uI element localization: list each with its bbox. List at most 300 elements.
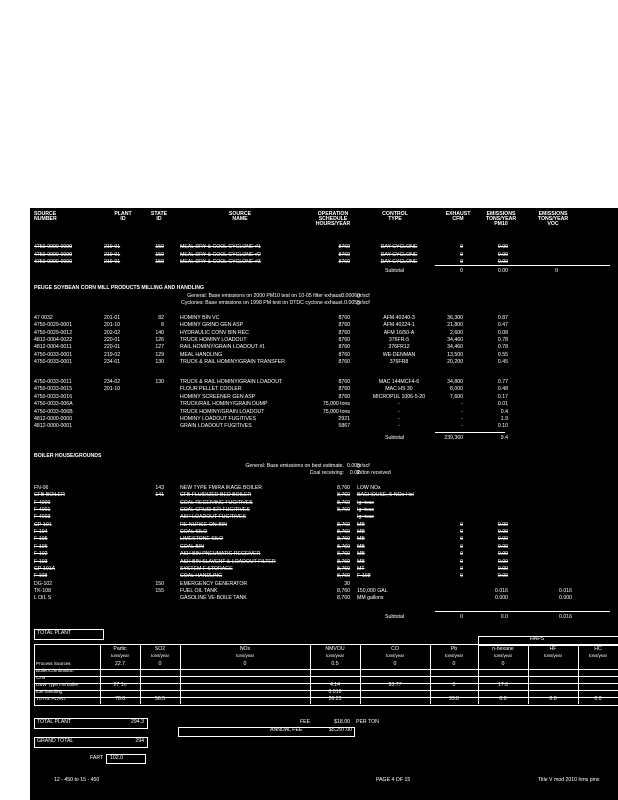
s2-row-2-control: AFM 16/50-A (383, 329, 415, 336)
fart-label: FART (90, 755, 104, 761)
s1-row-0-plant: 219-01 (104, 244, 121, 250)
totals-column-rule (310, 644, 311, 704)
totals-column-rule (578, 644, 579, 704)
fee-val: $18.00 (334, 719, 350, 725)
totals-row-label-2: CFB (36, 675, 46, 680)
s1-row-1-state: 150 (155, 251, 164, 258)
s3-row-7-name: LIMESTONE SILO (180, 536, 224, 543)
s3-row-5-pm10: 0.00 (497, 521, 508, 528)
s2-row-5-source: 4750-0033-0001 (34, 351, 73, 358)
s3-row-12-hours: 8,760 (337, 573, 350, 580)
s2-row-0-hours: 8760 (338, 315, 350, 321)
s3-row-15-control: MM gallons (357, 595, 384, 602)
s1-row-0-name: MEAL DRY & COOL CYCLONE #1 (180, 244, 261, 250)
s2-row-2-source: 4750-0029-0012 (34, 329, 73, 336)
plant-id-header: PLANT ID (114, 211, 132, 223)
s3-row-12-source: F 108 (34, 573, 48, 580)
grand-total-val: 294 (135, 738, 144, 744)
summary-total-val: 294.3 (131, 719, 144, 725)
s3-row-11-source: CP-101A (34, 565, 56, 572)
s2-row-3-source: 4812-0004-0022 (34, 336, 73, 343)
s1-row-2-name: MEAL DRY & COOL CYCLONE #3 (180, 259, 261, 265)
s1-row-1-plant: 219-01 (104, 251, 121, 258)
s1-row-0-hours: 8760 (338, 244, 350, 250)
s3-row-14-voc: 0.016 (559, 587, 572, 594)
s3-row-11-name: SYSTEM F STORAGE (180, 565, 233, 572)
s2-row-6-name: TRUCK & RAIL HOMINY/GRAIN TRANSFER (180, 358, 285, 365)
totals-row-5-val-8: 0.0 (594, 696, 602, 702)
totals-unit-5: tons/year (444, 653, 464, 658)
s3-row-10-hours: 8,760 (337, 558, 350, 565)
s3-row-0-name: NEW TYPE FM/RA IKAGE BOILER (180, 485, 263, 491)
s1-row-2-state: 150 (155, 259, 164, 265)
s2-row-9-source: 4750-0033-0016 (34, 393, 73, 400)
s3-row-5-name: RE-NURSE-ON-BIN (180, 521, 227, 528)
s2-row-10-hours: 75,000 tons (322, 401, 350, 408)
summary-total-label: TOTAL PLANT (37, 719, 72, 725)
s2-row-10-pm10: 0.01 (497, 401, 508, 408)
s2-row-11-name: TRUCK HOMINY/GRAIN LOADOUT (180, 408, 265, 415)
s3-row-1-state: 141 (155, 492, 164, 499)
s2-note1-val: 0.00060 (341, 293, 360, 299)
s2-subtotal-cfm: 239,360 (444, 435, 463, 441)
s3-row-2-hours: 8,760 (337, 499, 350, 506)
totals-row-label-5: TOTAL PLANT (36, 696, 67, 701)
s2-row-5-plant: 219-02 (104, 351, 121, 358)
s2-title: PEUGE SOYBEAN CORN MILL PRODUCTS MILLING AND HANDLING (34, 285, 205, 291)
s2-row-8-source: 4750-0033-0015 (34, 386, 73, 393)
s3-row-12-control: F-108 (357, 573, 371, 580)
totals-row-3-val-5: 0 (452, 682, 456, 688)
s3-row-9-hours: 8,760 (337, 551, 350, 558)
s3-row-11-cfm: 0 (460, 565, 463, 572)
s1-row-0-pm10: 0.00 (497, 244, 508, 250)
fart-val: 102.0 (110, 755, 123, 761)
s2-row-3-pm10: 0.78 (497, 336, 508, 343)
s3-row-10-name: ASH BIN SLAVENT & LOADOUT FILTER (180, 558, 276, 565)
s2-row-0-source: 47 0032 (34, 315, 53, 321)
totals-col-2: NOx (239, 646, 251, 652)
s2-row-9-hours: 8760 (338, 393, 350, 400)
s2-row-4-pm10: 0.78 (497, 344, 508, 351)
source-number-header: SOURCE NUMBER (34, 211, 57, 223)
s2-row-6-hours: 8760 (338, 358, 350, 365)
totals-col-4: CO (391, 646, 399, 652)
s3-row-8-source: F-106 (34, 543, 48, 550)
totals-row-5-val-3: 26.23 (328, 696, 342, 702)
s1-row-1-control: DAY CYCLONE (380, 251, 418, 258)
s2-row-3-name: TRUCK HOMINY LOADOUT (180, 336, 247, 343)
s2-row-4-plant: 220-01 (104, 344, 121, 351)
s2-row-3-hours: 8760 (338, 336, 350, 343)
s2-row-7-name: TRUCK & RAIL HOMINY/GRAIN LOADOUT (180, 379, 283, 385)
s3-row-6-pm10: 0.00 (497, 529, 508, 536)
s3-note1-unit: gr/scf (357, 463, 370, 469)
totals-row-3-val-4: 93.77 (388, 682, 402, 688)
s3-row-5-cfm: 0 (460, 521, 463, 528)
s2-row-12-name: HOMINY LOADOUT FUGITIVES (180, 416, 256, 422)
s1-row-1-hours: 8760 (338, 251, 350, 258)
grand-total-label: GRAND TOTAL (37, 738, 74, 744)
s1-row-1-source: 4750-0000-0000 (34, 251, 73, 258)
s2-row-7-source: 4750-0033-0011 (34, 379, 72, 385)
s2-row-1-cfm: 21,800 (447, 322, 463, 329)
source-name-header: SOURCE NAME (228, 211, 252, 223)
s3-row-0-state: 143 (155, 485, 164, 491)
s2-row-5-name: MEAL HANDLING (180, 351, 223, 358)
totals-row-3-val-3: 4.14 (329, 682, 341, 688)
totals-row-0-val-1: 0 (158, 661, 162, 667)
s3-row-13-name: EMERGENCY GENERATOR (180, 580, 248, 587)
s3-row-0-control: LOW NOx (357, 485, 381, 491)
s2-row-13-name: GRAIN LOADOUT FUGITIVES (180, 423, 252, 430)
s2-row-1-plant: 201-10 (104, 322, 121, 329)
s3-row-4-source: F-4003 (34, 514, 51, 521)
s2-row-4-control: 376FR12 (388, 344, 410, 351)
s2-row-12-hours: 2921 (338, 416, 350, 422)
s3-subtotal-voc: 0.016 (559, 614, 572, 620)
s3-row-11-control: MT (357, 565, 365, 572)
s2-row-11-cfm: - (461, 408, 463, 415)
totals-col-3: NMVOU (325, 646, 345, 652)
s2-row-10-control: - (398, 401, 400, 408)
s3-row-0-source: FN-06 (34, 485, 49, 491)
s3-row-6-control: MB (357, 529, 365, 536)
s3-row-1-source: CFB BOILER (34, 492, 65, 499)
s2-row-4-state: 127 (155, 344, 164, 351)
s3-row-9-cfm: 0 (460, 551, 463, 558)
totals-unit-3: tons/year (325, 653, 345, 658)
s3-row-4-name: ASH LOADOUT FUGITIVES (180, 514, 246, 521)
s3-row-2-source: F-4000 (34, 499, 51, 506)
s2-row-5-control: WE-DENMAN (382, 351, 416, 358)
s2-row-3-state: 126 (155, 336, 164, 343)
s3-row-10-source: F-103 (34, 558, 48, 565)
s2-row-9-name: HOMINY SCREENER GEN ASP (180, 393, 256, 400)
totals-unit-0: tons/year (110, 653, 130, 658)
s1-row-2-control: DAY CYCLONE (380, 259, 418, 265)
s1-row-2-hours: 8760 (338, 259, 350, 265)
s3-row-8-control: MB (357, 543, 365, 550)
s3-row-6-source: F-104 (34, 529, 48, 536)
s3-row-5-hours: 8,760 (337, 521, 350, 528)
s1-subtotal-pm10: 0.00 (497, 268, 508, 274)
s3-row-6-cfm: 0 (460, 529, 463, 536)
s2-row-13-hours: 5867 (338, 423, 350, 430)
s2-row-7-hours: 8760 (338, 379, 350, 385)
s2-row-1-source: 4750-0029-0001 (34, 322, 73, 329)
s3-row-7-control: MB (357, 536, 365, 543)
s3-row-15-name: GASOLINE VE-BOILE TANK (180, 595, 247, 602)
s2-row-2-plant: 202-02 (104, 329, 121, 336)
s2-row-2-name: HYDRAULIC CONV BIN REC (180, 329, 249, 336)
s2-row-11-hours: 75,000 tons (322, 408, 350, 415)
annual-fee-label: ANNUAL FEE (270, 727, 303, 733)
s3-row-8-pm10: 0.00 (497, 543, 508, 550)
s3-row-11-hours: 8,760 (337, 565, 350, 572)
s2-row-8-control: MAC HS 30 (385, 386, 413, 393)
s2-row-5-state: 129 (155, 351, 164, 358)
s2-row-6-cfm: 20,200 (447, 358, 463, 365)
s3-row-15-hours: 8,760 (337, 595, 350, 602)
s3-row-10-pm10: 0.00 (497, 558, 508, 565)
s3-note2-unit: lb/ton received (357, 470, 391, 476)
s2-note2: Cyclones: Base emissions on 1998 PM test on DTDC cyclone exhaust. (181, 300, 344, 306)
s2-note2-unit: gr/scf (357, 300, 370, 306)
totals-row-label-3: D&W Type FM boiler (36, 682, 79, 687)
s2-row-10-source: 4750-0033-006A (34, 401, 73, 408)
s3-row-14-control: 150,000 GAL (357, 587, 388, 594)
s3-row-6-hours: 8,760 (337, 529, 350, 536)
totals-row-3-val-6: 17.6 (497, 682, 509, 688)
totals-col-0: Partic (113, 646, 127, 652)
s1-subtotal-cfm: 0 (460, 268, 463, 274)
s2-row-1-name: HOMINY GRIND GEN ASP (180, 322, 244, 329)
s3-row-14-hours: 8,760 (337, 587, 350, 594)
s2-row-2-pm10: 0.08 (497, 329, 508, 336)
totals-col-6: n-hexane (492, 646, 514, 652)
s2-row-5-hours: 8760 (338, 351, 350, 358)
totals-row-5-val-5: 93.8 (448, 696, 460, 702)
s3-row-14-name: FUEL OIL TANK (180, 587, 218, 594)
s3-row-3-control: Ig+tvac (357, 507, 374, 514)
s2-row-12-cfm: - (461, 416, 463, 422)
s2-row-4-hours: 8760 (338, 344, 350, 351)
s3-row-15-pm10: 0.000 (495, 595, 508, 602)
s2-row-4-source: 4812-0004-0011 (34, 344, 72, 351)
haps-label: HAPS (530, 636, 545, 642)
totals-row-4-val-3: 0.016 (328, 689, 342, 695)
s3-row-9-source: F-102 (34, 551, 48, 558)
totals-column-rule (528, 644, 529, 704)
s3-row-15-voc: 0.000 (559, 595, 572, 602)
totals-row-0-val-2: 0 (243, 661, 247, 667)
s3-row-10-control: MB (357, 558, 365, 565)
s3-row-10-cfm: 0 (460, 558, 463, 565)
s2-subtotal-label: Subtotal (385, 435, 405, 441)
s3-subtotal-rule (435, 611, 610, 612)
s1-subtotal-voc: 0 (555, 268, 558, 274)
s3-note1-val: 0.005 (347, 463, 360, 469)
totals-row-label-4: fuel handling (36, 689, 63, 694)
s2-row-1-pm10: 0.47 (497, 322, 508, 329)
s2-row-11-pm10: 0.4 (500, 408, 508, 415)
s2-row-12-control: - (398, 416, 400, 422)
totals-row-label-1: Boiler/Combustion (36, 668, 74, 673)
s3-row-14-pm10: 0.016 (495, 587, 508, 594)
s2-row-4-name: RAIL HOMINY/GRAIN LOADOUT #1 (180, 344, 266, 351)
s3-row-3-hours: 8,760 (337, 507, 350, 514)
s3-subtotal-label: Subtotal (385, 614, 405, 620)
s2-row-10-cfm: - (461, 401, 463, 408)
s3-row-1-hours: 8,760 (337, 492, 350, 499)
s3-row-7-hours: 8,760 (337, 536, 350, 543)
s2-row-8-plant: 201-10 (104, 386, 121, 393)
s2-note1-unit: gr/scf (357, 293, 370, 299)
fee-label: FEE (300, 719, 311, 725)
totals-row-0-val-0: 22.7 (114, 661, 126, 667)
s2-row-8-name: FLOUR PELLET COOLER (180, 386, 242, 393)
s2-row-12-source: 4812-0000-0000 (34, 416, 73, 422)
totals-row-5-val-7: 0.0 (549, 696, 557, 702)
s2-row-3-plant: 220-01 (104, 336, 121, 343)
totals-col-8: HC (594, 646, 602, 652)
s2-row-2-state: 140 (155, 329, 164, 336)
s2-note2-val: 0.0055 (344, 300, 360, 306)
control-header: CONTROL TYPE (382, 211, 408, 223)
s3-note2-val: 0.02 (349, 470, 360, 476)
totals-row-0-val-6: 0 (501, 661, 505, 667)
s3-row-9-control: MB (357, 551, 365, 558)
s3-row-11-pm10: 0.00 (497, 565, 508, 572)
total-plant-label: TOTAL PLANT (37, 630, 72, 636)
s2-row-0-plant: 201-01 (104, 315, 121, 321)
s2-row-3-control: 376FR-5 (388, 336, 410, 343)
s3-row-9-name: ASH BIN PNEUMATIC RECEIVER (180, 551, 261, 558)
totals-column-rule (180, 644, 181, 704)
s2-subtotal-pm10: 9.4 (500, 435, 508, 441)
s2-row-9-control: MICROPUL 1006-5-20 (372, 393, 426, 400)
s1-subtotal-label: Subtotal (385, 268, 405, 274)
totals-column-rule (100, 644, 101, 704)
s3-row-1-name: CFB FLUIDIZED BED BOILER (180, 492, 252, 499)
totals-column-rule (430, 644, 431, 704)
footer-right: Title V mod 2010 hmx pmx (538, 777, 600, 783)
s3-row-15-source: L OIL S (34, 595, 52, 602)
footer-center: PAGE 4 OF 15 (376, 777, 411, 783)
s3-row-6-name: COAL SILO (180, 529, 208, 536)
s1-row-0-cfm: 0 (460, 244, 463, 250)
totals-column-rule (360, 644, 361, 704)
s3-row-3-name: COAL CRUSHER FUGITIVES (180, 507, 250, 514)
totals-row-0-val-4: 0 (393, 661, 397, 667)
s2-row-7-state: 130 (155, 379, 164, 385)
s3-subtotal-pm10: 0.0 (500, 614, 508, 620)
s3-row-4-control: Ig+tvac (357, 514, 374, 521)
emissions-pm10-header: EMISSIONS TONS/YEAR PM10 (485, 211, 517, 228)
s3-row-13-hours: 30 (344, 580, 350, 587)
s3-row-1-control: BAGHOUSE, 5-NOx-Hol (357, 492, 414, 499)
s2-row-6-source: 4750-0033-0001 (34, 358, 73, 365)
totals-column-rule (478, 644, 479, 704)
fee-unit: PER TON (356, 719, 379, 725)
s1-row-0-state: 150 (155, 244, 164, 250)
totals-col-5: Pb (450, 646, 458, 652)
s2-row-0-control: AFM 40240-3 (383, 315, 415, 321)
totals-column-rule (140, 644, 141, 704)
s2-row-13-control: - (398, 423, 400, 430)
s2-row-0-state: 82 (158, 315, 164, 321)
s3-row-5-control: MB (357, 521, 365, 528)
s3-row-2-name: COAL RECEIVING FUGITIVES (180, 499, 253, 506)
s2-row-7-pm10: 0.77 (497, 379, 508, 385)
s2-row-4-cfm: 34,460 (447, 344, 463, 351)
s2-row-11-source: 4750-0033-006B (34, 408, 73, 415)
s1-row-1-cfm: 0 (460, 251, 463, 258)
s3-row-14-state: 155 (155, 587, 164, 594)
s1-row-0-control: DAY CYCLONE (380, 244, 418, 250)
operation-header: OPERATION SCHEDULE HOURS/YEAR (315, 211, 351, 228)
s2-row-1-state: 8 (161, 322, 164, 329)
totals-col-7: HF (549, 646, 557, 652)
totals-unit-2: tons/year (235, 653, 255, 658)
annual-fee-val: $5,297.00 (328, 727, 352, 733)
s3-row-7-cfm: 0 (460, 536, 463, 543)
s2-row-13-source: 4812-0000-0001 (34, 423, 73, 430)
s2-row-8-cfm: 8,000 (450, 386, 463, 393)
s3-note2: Coal receiving: (309, 470, 344, 476)
s3-title: BOILER HOUSE/GROUNDS (34, 453, 102, 459)
totals-unit-6: tons/year (493, 653, 513, 658)
s3-row-0-hours: 8,760 (337, 485, 350, 491)
s3-row-12-name: COAL HANDLING (180, 573, 223, 580)
totals-row-0-val-3: 0.5 (331, 661, 339, 667)
emissions-voc-header: EMISSIONS TONS/YEAR VOC (537, 211, 569, 228)
s2-row-5-cfm: 13,500 (447, 351, 463, 358)
emissions-sheet (30, 208, 618, 800)
s1-row-0-source: 4750-0000-0000 (34, 244, 73, 250)
s3-row-9-pm10: 0.00 (497, 551, 508, 558)
s1-row-2-source: 4750-0000-0000 (34, 259, 73, 265)
s2-row-0-name: HOMINY BIN VC (180, 315, 220, 321)
s1-row-2-plant: 219-01 (104, 259, 121, 265)
totals-row-label-0: Process Sources (36, 661, 71, 666)
totals-row-rule (34, 669, 618, 670)
s2-row-6-control: 376FR8 (389, 358, 409, 365)
s3-row-2-control: Ig+tvac (357, 499, 374, 506)
s2-row-6-pm10: 0.45 (497, 358, 508, 365)
totals-unit-1: tons/year (150, 653, 170, 658)
s2-row-2-hours: 8760 (338, 329, 350, 336)
s2-row-0-pm10: 0.87 (497, 315, 508, 321)
totals-row-5-val-1: 56.5 (154, 696, 166, 702)
s3-row-14-source: TK-108 (34, 587, 52, 594)
s2-row-5-pm10: 0.55 (497, 351, 508, 358)
totals-unit-4: tons/year (385, 653, 405, 658)
s2-row-7-plant: 234-02 (104, 379, 121, 385)
s3-row-12-cfm: 0 (460, 573, 463, 580)
s3-row-3-source: F-4001 (34, 507, 51, 514)
s2-row-9-cfm: 7,600 (450, 393, 463, 400)
totals-row-3-val-0: 27 1n (113, 682, 127, 688)
s1-row-2-cfm: 0 (460, 259, 463, 265)
s2-row-6-plant: 234-01 (104, 358, 121, 365)
s2-subtotal-rule (435, 432, 505, 433)
totals-row-rule (34, 676, 618, 677)
s1-row-2-pm10: 0.00 (497, 259, 508, 265)
s2-row-7-control: MAC 144MCF4-6 (378, 379, 420, 385)
s1-subtotal-rule (435, 265, 610, 266)
s2-row-1-control: AFM 40224-1 (383, 322, 415, 329)
s3-row-13-state: 150 (155, 580, 164, 587)
state-id-header: STATE ID (150, 211, 168, 223)
s3-row-7-pm10: 0.00 (497, 536, 508, 543)
totals-row-5-val-6: 0.0 (499, 696, 507, 702)
s2-note1: General: Base emissions on 2000 PM10 test on 10-05 filter exhaust. (187, 293, 344, 299)
s1-row-1-name: MEAL DRY & COOL CYCLONE #2 (180, 251, 261, 258)
s2-row-6-state: 130 (155, 358, 164, 365)
footer-left: 12 - 450 to 15 - 450 (54, 777, 100, 783)
s2-row-8-pm10: 0.48 (497, 386, 508, 393)
s2-row-11-control: - (398, 408, 400, 415)
totals-unit-8: tons/year (588, 653, 608, 658)
s2-row-12-pm10: 1.9 (500, 416, 508, 422)
s3-row-12-pm10: 0.00 (497, 573, 508, 580)
s2-row-2-cfm: 2,600 (450, 329, 463, 336)
totals-col-1: SO2 (154, 646, 166, 652)
s2-row-9-pm10: 0.17 (497, 393, 508, 400)
s3-note1: General: Base emissions on best estimate. (245, 463, 344, 469)
